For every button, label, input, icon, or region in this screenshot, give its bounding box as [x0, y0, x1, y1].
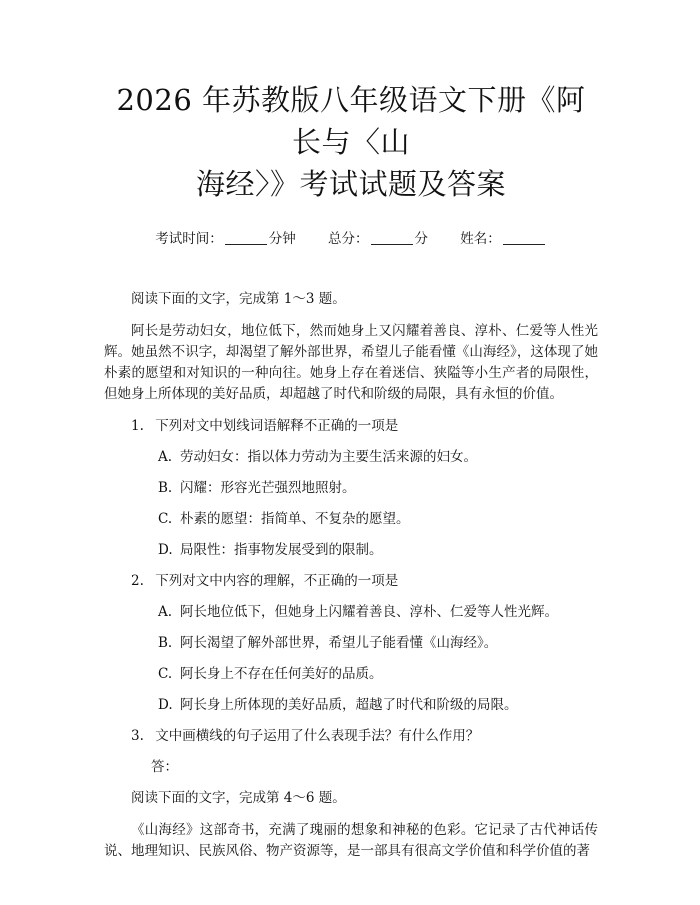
option-label: A. — [158, 449, 173, 465]
exam-time-label: 考试时间： — [155, 231, 223, 247]
document-title — [104, 0, 598, 205]
question-2-option-a — [104, 602, 598, 623]
option-label: C. — [158, 511, 173, 527]
passage-1: 阿长是劳动妇女，地位低下，然而她身上又闪耀着善良、淳朴、仁爱等人性光辉。她虽然不识字，却渴望了解外部世界，希望儿子能看懂《山海经》，这体现了她朴素的愿望和对知识的一种向往。她身上存在着迷信、狭隘等小生产者的局限性，但她身上所体现的美好品质，却超越了时代和阶级的局限，具有永恒的价值。 — [104, 323, 598, 402]
title-line-1: 2026 年苏教版八年级语文下册《阿长与〈山 — [116, 83, 586, 159]
option-label: B. — [158, 480, 173, 496]
question-1-text: 下列对文中划线词语解释不正确的一项是 — [155, 418, 399, 434]
question-2-option-b — [104, 633, 598, 654]
section2-intro: 阅读下面的文字，完成第 4～6 题。 — [131, 790, 346, 806]
exam-meta-line — [104, 229, 598, 249]
option-text: 阿长身上所体现的美好品质，超越了时代和阶级的局限。 — [180, 697, 518, 713]
question-3-answer: 答： — [151, 759, 178, 775]
question-1-number: 1. — [131, 418, 144, 434]
question-2-option-c — [104, 664, 598, 685]
exam-time-field — [155, 229, 296, 249]
option-label: D. — [158, 697, 173, 713]
total-score-unit: 分 — [414, 231, 428, 247]
student-name-label: 姓名： — [460, 231, 501, 247]
option-label: D. — [158, 542, 173, 558]
option-text: 劳动妇女：指以体力劳动为主要生活来源的妇女。 — [180, 449, 477, 465]
option-label: B. — [158, 635, 173, 651]
student-name-blank — [503, 230, 545, 245]
question-3-text: 文中画横线的句子运用了什么表现手法？有什么作用？ — [155, 728, 480, 744]
exam-time-unit: 分钟 — [268, 231, 296, 247]
total-score-field — [328, 229, 428, 249]
question-2-text: 下列对文中内容的理解，不正确的一项是 — [155, 573, 399, 589]
passage-2: 《山海经》这部奇书，充满了瑰丽的想象和神秘的色彩。它记录了古代神话传说、地理知识、民族风俗、物产资源等，是一部具有很高文学价值和科学价值的著 — [104, 822, 598, 859]
option-text: 闪耀：形容光芒强烈地照射。 — [180, 480, 356, 496]
question-1 — [104, 416, 598, 437]
question-1-option-d — [104, 540, 598, 561]
question-1-option-b — [104, 478, 598, 499]
question-2 — [104, 571, 598, 592]
option-label: C. — [158, 666, 173, 682]
option-label: A. — [158, 604, 173, 620]
option-text: 局限性：指事物发展受到的限制。 — [180, 542, 383, 558]
question-1-option-c — [104, 509, 598, 530]
question-2-option-d — [104, 695, 598, 716]
question-2-number: 2. — [131, 573, 144, 589]
exam-time-blank — [225, 230, 267, 245]
total-score-blank — [371, 230, 413, 245]
section1-intro: 阅读下面的文字，完成第 1～3 题。 — [131, 291, 346, 307]
total-score-label: 总分： — [328, 231, 369, 247]
option-text: 阿长渴望了解外部世界，希望儿子能看懂《山海经》。 — [180, 635, 498, 651]
question-1-option-a — [104, 447, 598, 468]
option-text: 阿长身上不存在任何美好的品质。 — [180, 666, 383, 682]
question-3 — [104, 726, 598, 747]
exam-content — [104, 289, 598, 862]
title-line-2: 海经〉》考试试题及答案 — [195, 167, 506, 201]
student-name-field — [460, 229, 547, 249]
question-3-number: 3. — [131, 728, 144, 744]
option-text: 朴素的愿望：指简单、不复杂的愿望。 — [180, 511, 410, 527]
option-text: 阿长地位低下，但她身上闪耀着善良、淳朴、仁爱等人性光辉。 — [180, 604, 558, 620]
